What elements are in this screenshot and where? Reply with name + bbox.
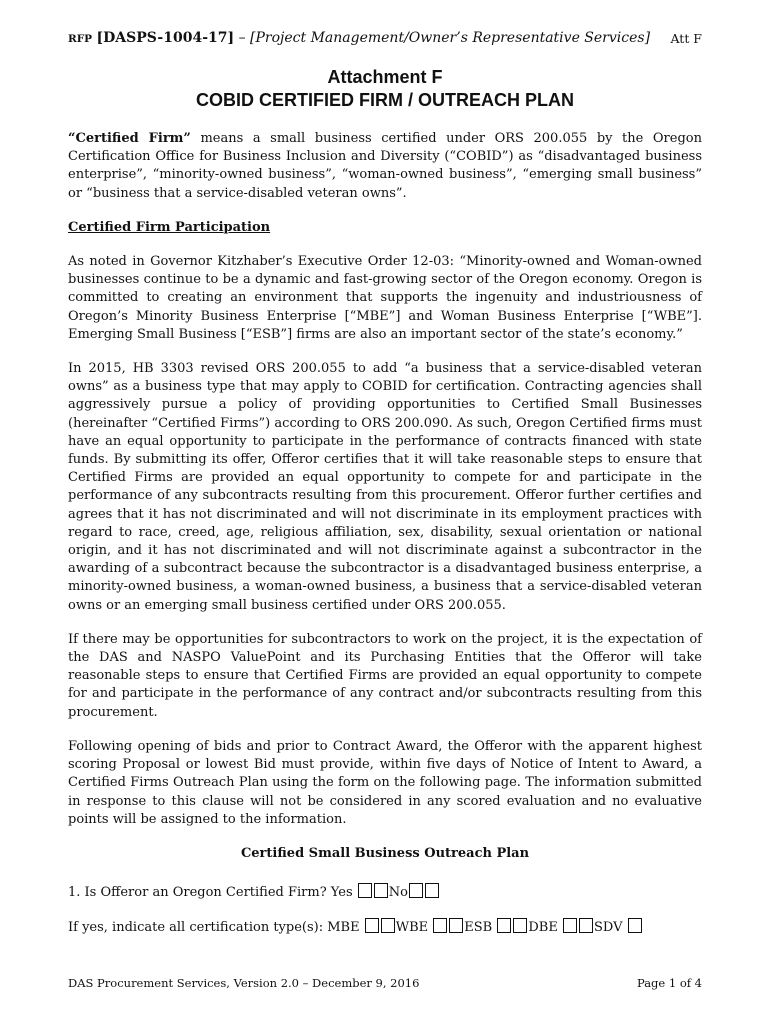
esb-label: ESB	[464, 920, 493, 936]
sdv-label: SDV	[593, 920, 623, 936]
dbe-label: DBE	[528, 920, 558, 936]
title-block	[68, 66, 702, 112]
paragraph-hb3303: In 2015, HB 3303 revised ORS 200.055 to add “a business that a service-disabled veteran owns” as a business type that may apply to COBID for certification. Contracting agencies shall aggressively pursue a policy of providing opportunities to Certified Small Businesses (hereinafter “Certified Firms”) according to ORS 200.090. As such, Oregon Certified firms must have an equal opportunity to participate in the performance of contracts financed with state funds. By submitting its offer, Offeror certifies that it will take reasonable steps to ensure that Certified Firms are provided an equal opportunity to compete for and participate in the performance of any subcontracts resulting from this procurement. Offeror further certifies and agrees that it has not discriminated and will not discriminate in its employment practices with regard to race, creed, age, religious affiliation, sex, disability, sexual orientation or national origin, and it has not discriminated and will not discriminate against a subcontractor in the awarding of a subcontract because the subcontractor is a disadvantaged business enterprise, a minority-owned business, a woman-owned business, a business that a service-disabled veteran owns or an emerging small business certified under ORS 200.055.	[68, 361, 702, 613]
sdv-checkbox[interactable]	[628, 918, 642, 933]
rfp-label: RFP	[68, 33, 93, 45]
rfp-number: [DASPS-1004-17]	[96, 30, 235, 46]
esb-checkbox[interactable]	[497, 918, 511, 933]
paragraph-executive-order: As noted in Governor Kitzhaber’s Executive Order 12-03: “Minority-owned and Woman-owned businesses continue to be a dynamic and fast-growing sector of the Oregon economy. Oregon is committed to creating an environment that supports the ingenuity and industriousness of Oregon’s Minority Business Enterprise [“MBE”] and Woman Business Enterprise [“WBE”]. Emerging Small Business [“ESB”] firms are also an important sector of the state’s economy.”	[68, 254, 702, 342]
footer-version: DAS Procurement Services, Version 2.0 – December 9, 2016	[68, 976, 420, 990]
definition-term: “Certified Firm”	[68, 131, 191, 146]
mbe-checkbox[interactable]	[365, 918, 379, 933]
section-heading: Certified Firm Participation	[68, 219, 271, 235]
outreach-plan-heading: Certified Small Business Outreach Plan	[240, 845, 530, 861]
definition-paragraph	[68, 130, 702, 203]
rfp-title: [Project Management/Owner’s Representative Services]	[250, 30, 651, 46]
page-header	[68, 28, 702, 49]
definition-text: means a small business certified under ORS 200.055 by the Oregon Certification Office for Business Inclusion and Diversity (“COBID”) as “disadvantaged business enterprise”, “minority-owned business”, “woman-owned business”, “emerging small business” or “business that a service-disabled veteran owns”.	[68, 131, 702, 201]
paragraph-outreach-plan: Following opening of bids and prior to Contract Award, the Offeror with the apparent highest scoring Proposal or lowest Bid must provide, within five days of Notice of Intent to Award, a Certified Firms Outreach Plan using the form on the following page. The information submitted in response to this clause will not be considered in any scored evaluation and no evaluative points will be assigned to the information.	[68, 738, 702, 827]
question-certified-firm-text: 1. Is Offeror an Oregon Certified Firm? Yes	[68, 885, 357, 901]
question-certification-types	[68, 918, 702, 937]
certification-types-prefix: If yes, indicate all certification type(s): MBE	[68, 920, 364, 936]
page-number: Page 1 of 4	[636, 976, 702, 990]
wbe-checkbox[interactable]	[433, 918, 447, 933]
yes-checkbox[interactable]	[358, 883, 372, 898]
dbe-checkbox-2[interactable]	[579, 918, 593, 933]
document-page	[68, 0, 702, 1024]
document-body	[68, 130, 702, 954]
page-footer	[68, 976, 702, 990]
dbe-checkbox[interactable]	[563, 918, 577, 933]
header-dash: –	[238, 30, 246, 46]
wbe-checkbox-2[interactable]	[449, 918, 463, 933]
attachment-title: Attachment F	[327, 67, 443, 87]
no-checkbox[interactable]	[409, 883, 423, 898]
question-certified-firm	[68, 883, 702, 902]
yes-checkbox-2[interactable]	[374, 883, 388, 898]
attachment-ref: Att F	[670, 31, 702, 46]
wbe-label: WBE	[395, 920, 429, 936]
mbe-checkbox-2[interactable]	[381, 918, 395, 933]
document-title: COBID CERTIFIED FIRM / OUTREACH PLAN	[196, 90, 574, 110]
paragraph-subcontractors: If there may be opportunities for subcontractors to work on the project, it is the expectation of the DAS and NASPO ValuePoint and its Purchasing Entities that the Offeror will take reasonable steps to ensure that Certified Firms are provided an equal opportunity to compete for and participate in the performance of any contract and/or subcontracts resulting from this procurement.	[68, 631, 702, 720]
no-label: No	[388, 885, 408, 901]
esb-checkbox-2[interactable]	[513, 918, 527, 933]
no-checkbox-2[interactable]	[425, 883, 439, 898]
